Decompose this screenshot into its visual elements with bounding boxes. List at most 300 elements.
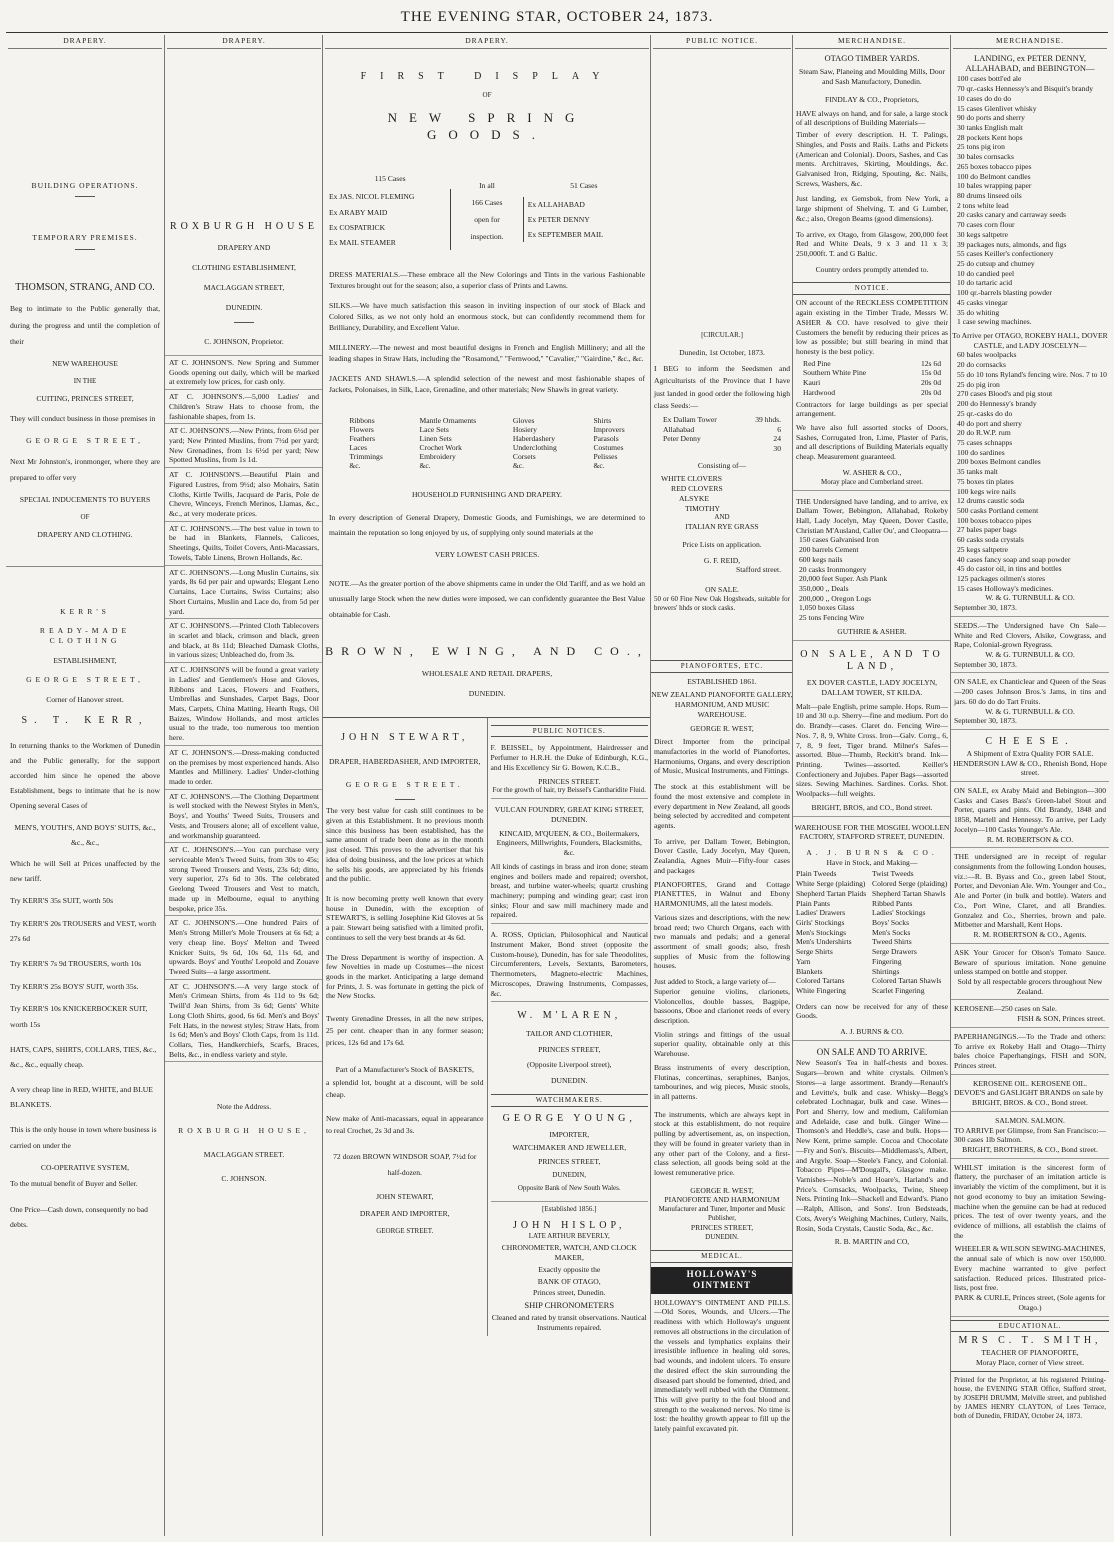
cargo-item: 80 drums linseed oils [957,190,1022,200]
cloth-item: Shirtings [872,966,900,976]
merchant-name: W. & G. TURNBULL & CO. [985,650,1075,660]
body-text: CO-OPERATIVE SYSTEM, [40,1162,130,1172]
body-text: ON account of the RECKLESS COMPETITION again existing in the Timber Trade, Messrs W. ASHER & CO. have resolved to give their Customers the benefit by reducing their prices as low as possible; but still bearing in mind that honesty is the best policy. [796,298,948,356]
goods-item: Ribbons [349,415,375,425]
cloth-item: White Serge (plaiding) [796,879,866,889]
body-text: Direct Importer from the principal manufactories in the world of Pianofortes, Harmoniums, Organs, and every description of Music, Musical Instruments, and Fittings. [654,737,790,776]
johnson-ad: AT C. JOHNSON'S. New Spring and Summer Goods opening out daily, which will be marked at extremely low prices, for cash only. [165,356,323,390]
shop-name: OTAGO TIMBER YARDS. [824,52,920,63]
cargo-item: 100 cases bottl'ed ale [957,74,1022,84]
timber-row [803,368,941,378]
body-text: Twenty Grenadine Dresses, in all the new stripes, 25 per cent. cheaper than in any former season; prices, 12s 6d and 17s 6d. [326,1014,484,1048]
cargo-item: 1 case sewing machines. [957,317,1032,327]
headline: KEROSENE OIL. KEROSENE OIL. [972,1078,1088,1088]
goods-grid-column [513,416,557,471]
body-text: A very cheap line in RED, WHITE, and BLUE BLANKETS. [10,1085,153,1110]
section-title: PIANOFORTES, ETC. [651,660,793,673]
goods-item: 150 cases Galvanised Iron [799,535,879,545]
body-text: Just landing, ex Gemsbok, from New York, a large shipment of Shelving, T. and G Lumber, &c.; also, Oregon Beams (good dimensions). [796,194,948,223]
established: ESTABLISHED 1861. [687,676,757,686]
cloth-item: Fingering [872,956,902,966]
body-text: Consisting of— [697,460,747,470]
body-text: F. BEISSEL, by Appointment, Hairdresser and Perfumer to H.R.H. the Duke of Edinburgh, K.G., and His Excellency Sir G. Bowen, K.C.B., [490,743,648,772]
body-text: This is the only house in town where business is carried on under the [10,1125,157,1150]
seed-type: AND [714,513,730,522]
body-text: DRAPERY AND CLOTHING. [37,529,133,539]
goods-descriptions [323,250,651,396]
case-count: In all [479,181,495,191]
shop-name: JOHN STEWART, [341,731,469,743]
cloth-item: Men's Socks [872,927,911,937]
body-text: VERY LOWEST CASH PRICES. [434,550,540,560]
johnson-ad: AT C. JOHNSON'S.—You can purchase very serviceable Men's Tweed Suits, from 30s to 45s; strong Tweed Trousers and Vests, 23s 6d; ditto, very superior, 27s 6d to 30s. The celebrated Geelong Tweed Trousers and Vest to match, made up in Melbourne, equal to anything bespoke, price 35s. [165,843,323,916]
johnson-ad: AT C. JOHNSON'S will be found a great variety in Ladies' and Gentlemen's Hose and Gloves, Ribbons and Laces, Flowers and Feathers, Umbrellas and Sunshades, Carpet Bags, Door Mats, Carpets, China Matting, Hearth Rugs, Oil Baizes, Window Hollands, and most articles usual to the trade, too numerous too mention here. [165,663,323,746]
cargo-item: 10 do tartaric acid [957,278,1013,288]
goods-description: DRESS MATERIALS.—These embrace all the New Colorings and Tints in the various Fashionable Textures brought out for the season; also, a superior class of Prints and Lawns. [329,270,645,290]
body-text: Violin strings and fittings of the usual superior quality, obtainable only at this Warehouse. [654,1029,790,1059]
date-line: September 30, 1873. [951,716,1109,730]
timber-price: 12s 6d [920,358,941,368]
body-text: ON SALE, ex Chanticlear and Queen of the Seas—200 cases Johnson Bros.'s Jams, in tins and jars. 60 do do do Tart Fruits. [954,677,1106,706]
teacher-title: TEACHER OF PIANOFORTE, [981,1348,1079,1358]
shop-subtitle: CLOTHING ESTABLISHMENT, [192,263,296,273]
timber-price: 15s 0d [920,368,941,378]
cargo-item: 125 packages oilmen's stores [957,574,1046,583]
body-text: SPECIAL INDUCEMENTS TO BUYERS [19,495,151,505]
address: MACLAGGAN STREET, [203,282,285,292]
ship-name: Ex JAS. NICOL FLEMING [329,192,415,202]
cargo-item: 200 do Hennessy's brandy [957,399,1037,409]
shop-name: GEORGE YOUNG, [502,1112,636,1124]
address: BANK OF OTAGO, [537,1276,601,1286]
body-text: 72 dozen BROWN WINDSOR SOAP, 7½d for half-dozen. [333,1152,477,1177]
body-text: THE undersigned are in receipt of regular consignments from the following London houses, viz.:—R. B. Byass and Co., green label Stout, Porter, and Devonian Ale. Wm. Younger and Co., Ale and Porter (in bulk and bottle). Waters and Co., Port Wine, Claret, and all Brandies. Gonzalez and Co., Sherries, brown and pale. Mitbetter and Marshall, Kent Hops. [954,852,1106,930]
cargo-item: 55 cases Keiller's confectionery [957,249,1054,259]
goods-item: 200,000 ,, Oregon Logs [799,593,872,603]
body-text: OF [80,512,90,521]
seed-type: ALSYKE [679,493,709,503]
goods-grid [331,416,643,471]
goods-item: Crochet Work [419,443,462,453]
johnson-ads [165,355,323,1062]
cloth-item: Men's Undershirts [796,937,852,947]
merchant-name: R. M. ROBERTSON & CO. [951,835,1109,849]
cargo-item: 90 do ports and sherry [957,113,1025,123]
shop-name: READY-MADE CLOTHING [39,626,131,645]
goods-item: Improvers [593,424,625,434]
body-text: THE Undersigned have landing, and to arrive, ex Dallam Tower, Bebington, Allahabad, Rokeby Hall, Lady Jocelyn, May Queen, Dover Castle, Christian M'Ausland, Caller Ou', and Cleopatra— [796,496,948,535]
body-text: Beg to intimate to the Public generally that, during the progress and until the completion of their [10,303,160,347]
column-3 [322,35,651,1536]
shop-subtitle: LATE ARTHUR BEVERLY, [528,1232,610,1241]
cargo-item: 75 boxes tin plates [957,476,1014,486]
case-count: 51 Cases [570,181,598,191]
seed-type: ITALIAN RYE GRASS [685,522,759,532]
goods-description: JACKETS AND SHAWLS.—A splendid selection of the newest and most fashionable shapes of Jackets, Polonaises, in Silk, Lace, Grenadine, and other materials; New Shawls in great variety. [329,374,645,395]
body-text: HAVE always on hand, and for sale, a large stock of all descriptions of Building Materials— [796,108,948,128]
body-text: Exactly opposite the [538,1264,601,1274]
goods-item: Costumes [593,443,624,453]
cargo-item: 10 bales wrapping paper [957,181,1032,191]
cargo-item: 55 do 10 tons Ryland's fencing wire. Nos. 7 to 10 [957,369,1107,379]
address: DUNEDIN. [551,1076,588,1086]
date-line: September 30, 1873. [951,603,1109,617]
display-title: OF [482,91,492,100]
teacher-name: MRS C. T. SMITH, [958,1335,1102,1347]
shop-name: NEW ZEALAND PIANOFORTE GALLERY, HARMONIUM, AND MUSIC WAREHOUSE. [651,690,793,719]
cloth-item: Men's Stockings [796,927,847,937]
section-title: EDUCATIONAL. [951,1320,1109,1333]
merchant-name: GUTHRIE & ASHER. [793,627,951,641]
goods-item: Mantle Ornaments [419,415,477,425]
cargo-item: 75 cases schnapps [957,437,1013,447]
column-1 [6,35,164,1536]
body-text: One Price—Cash down, consequently no bad debts. [10,1205,148,1230]
cargo-item: 20 do cornsacks [957,360,1006,370]
merchant-name: BRIGHT, BROS. & CO., Bond street. [951,1098,1109,1112]
timber-type: Hardwood [803,387,836,397]
imprint: Printed for the Proprietor, at his registered Printing-house, the EVENING STAR Office, Stafford street, by JOSEPH DRUMM, Melville street, and published by JAMES HENRY CLAYTON, of Lees Terrace, both of Dunedin, FRIDAY, October 24, 1873. [954,1375,1106,1420]
body-text: GEORGE STREET, [26,436,144,446]
goods-item: Corsets [512,452,536,462]
column-5 [792,35,951,1536]
seed-qty: 30 [773,443,781,453]
timber-price: 20s 0d [920,378,941,388]
cargo-item: 12 drums caustic soda [957,496,1025,506]
address: DUNEDIN. [705,1232,739,1241]
shop-name: ESTABLISHMENT, [53,655,117,665]
cloth-list-left [796,869,872,995]
cargo-item: 25 tons pig iron [957,142,1005,152]
body-text: ASK Your Grocer for Olson's Tomato Sauce. Beware of spurious imitation. None genuine unless stamped on bottle and stopper. [954,947,1106,977]
ship-name: Ex SEPTEMBER MAIL [527,230,604,240]
merchant-name: A. J. BURNS & CO. [793,1027,951,1041]
address: PRINCES STREET, [538,1157,601,1167]
cargo-item: 500 casks Portland cement [957,505,1039,515]
column-6 [950,35,1109,1536]
goods-item: Flowers [349,424,374,434]
headline: CHEESE. [985,736,1075,748]
body-text: In every description of General Drapery, Domestic Goods, and Furnishings, we are determined to maintain the reputation so long enjoyed by us, of supplying only sound materials at the [329,513,645,538]
seed-ship: Peter Denny [663,434,701,444]
body-text: HOLLOWAY'S OINTMENT AND PILLS.—Old Sores, Wounds, and Ulcers.—The readiness with which Holloway's unguent removes all obstructions in the circulation of the vessels and lymphatics explains their irresistible influence in healing old sores, bad wounds, and indolent ulcers. To ensure the desired effect the skin surrounding the diseased part should be fomented, dried, and immediately well rubbed with the Ointment. This will give purity to the foul blood and strength to the weakened nerves. No time is lost: the healthy growth appear to fill up the lately painful excavated pit. [654,1297,790,1434]
body-text: WHILST imitation is the sincerest form of flattery, the purchaser of an imitation article is invariably the victim of the compliment, but it is not good economy to buy an imitation Sewing-machine when the genuine can be had at reduced prices. The test of over twenty years, and the evidence of millions, all establish the claims of the [954,1162,1106,1240]
address: GEORGE STREET. [345,779,464,789]
shop-subtitle: Manufacturer and Tuner, Importer and Music Publisher, [658,1205,786,1223]
address: DUNEDIN, [552,1170,587,1179]
merchant-name: R. B. MARTIN and CO, [834,1237,910,1247]
goods-item: Pelisses [593,452,618,462]
shop-name: JOHN STEWART, [376,1191,434,1201]
john-stewart-ad [323,718,487,1337]
body-text: Cleaned and rated by transit observations. Nautical Instruments repaired. [491,1312,647,1332]
cargo-item: 30 tanks English malt [957,122,1024,132]
johnson-ad: AT C. JOHNSON'S.—A very large stock of Men's Crimean Shirts, from 4s 11d to 9s 6d; Twill'd Jean Shirts, from 3s 6d; Gents' White Long Cloth Shirts, good, 6s 6d. Men's and Boys' Felt Hats, in the newest styles; Straw Hats, from 1s 6d; Men's and Boys' Cloth Caps, from 1s 11d. Collars, Ties, Handkerchiefs, Scarfs, Braces, Belts, &c., in endless variety and style. [165,980,323,1063]
cargo-item: 2 tons white lead [957,200,1009,210]
proprietor: S. T. KERR, [21,714,149,726]
seed-ship: Ex Dallam Tower [663,414,717,424]
body-text: Various sizes and descriptions, with the new broad reed; two Church Organs, each with two manuals and pedals; and a general assortment of small goods; also, fresh supplies of Music from the following houses. [654,912,790,971]
johnson-ad: AT C. JOHNSON'S.—Long Muslin Curtains, six yards, 8s 6d per pair and upwards; Elegant Leno Curtains, Lace Curtains, Swiss Curtains; also Short Curtains, Muslin and Lace do, from 5d per yard. [165,566,323,620]
shop-subtitle: WATCHMAKER AND JEWELLER, [512,1143,627,1153]
seed-qty: 6 [777,424,781,434]
body-text: New make of Anti-macassars, equal in appearance to real Crochet, 2s 3d and 3s. [326,1114,484,1136]
date-line: Dunedin, 1st October, 1873. [679,347,765,357]
body-text: Part of a Manufacturer's Stock of BASKETS, [335,1064,474,1074]
headline: To Arrive per OTAGO, ROKEBY HALL, DOVER CASTLE, and LADY JOSCELYN— [952,331,1108,350]
body-text: In returning thanks to the Workmen of Dunedin and the Public generally, for the support accorded him since he opened the above Establishment, begs to intimate that he is now Opening several Cases of [10,740,160,811]
headline: ON SALE, AND TO LAND, [800,648,944,673]
goods-grid-column [419,416,476,471]
goods-grid-column [593,416,624,471]
firm-name: THOMSON, STRANG, AND CO. [15,282,155,294]
cargo-item: 60 bales woolpacks [957,350,1017,360]
cargo-item: 25 kegs saltpetre [957,544,1009,554]
body-text: Malt—pale English, prime sample. Hops. Rum—10 and 30 o.p. Sherry—fine and medium. Port do do. Brandy—cases. Claret do. Fencing Wire—Nos. 7, 8, 9, White Cross. Iron—Galv. Corrg., 6, 7, 8, 9 feet, Tiger brand. Milner's Safes—assorted. Blue—Thumb, Reckitt's brand. Ink—Printing. Twines—assorted. Keiller's Confectionery and Jujubes. Paper Bags—assorted sizes. Sewing Machines. Sardines. Corks. Shot. Woolpacks—full weights. [796,701,948,799]
cloth-item: Ladies' Stockings [872,908,926,918]
goods-item: &c. [419,461,431,471]
cargo-item: 30 bales cornsacks [957,152,1014,162]
merchant-name: PARK & CURLE, Princes street, (Sole agents for Otago.) [951,1293,1109,1316]
price-line: Try KERR'S 10s KNICKERBOCKER SUIT, worth 15s [10,1004,148,1029]
firm-name: BROWN, EWING, AND CO., [325,643,649,658]
goods-item: &c. [349,461,361,471]
column-2 [164,35,323,1536]
cloth-item: Plain Tweeds [796,869,837,879]
body-text: IN THE [73,376,97,385]
case-count: inspection. [470,231,504,241]
headline: SALMON. SALMON. [995,1115,1065,1125]
ship-name: Ex COSPATRICK [329,222,386,232]
goods-item: &c. [593,461,605,471]
goods-list [793,535,951,622]
ship-name: Ex PETER DENNY [527,215,590,225]
cloth-item: Tweed Shirts [872,937,912,947]
display-title: FIRST DISPLAY [360,70,614,82]
body-text: Have in Stock, and Making— [826,857,918,867]
johnson-ad: AT C. JOHNSON'S.—Beautiful Plain and Figured Lustres, from 9½d; also Mohairs, Satin Cloths, Kirtle Twills, Jacquard de Paris, Pole de Chevre, Winceys, French Merinos, Llamas, &c., &c., at very moderate prices. [165,468,323,522]
goods-item: 25 tons Fencing Wire [799,613,865,623]
timber-price: 20s 0d [920,387,941,397]
address: Corner of Hanover street. [46,695,124,705]
body-text: PIANOFORTES, Grand and Cottage PIANETTES, in Walnut and Ebony HARMONIUMS, all the latest models. [654,879,790,909]
cargo-item: 265 boxes tobacco pipes [957,161,1032,171]
headline: TEMPORARY PREMISES. [32,233,138,243]
column-header: DRAPERY. [167,35,321,49]
price-line: Try KERR'S 35s SUIT, worth 50s [10,896,114,906]
goods-item: 20 casks Ironmongery [799,564,867,574]
cargo-item: 20 casks canary and carraway seeds [957,210,1067,220]
body-text: The instruments, which are always kept in stock at this establishment, do not require pulling by advertisement, as, on inspection, they will be found in greater variety than in any other part of the Colony, and a first-class selection, all goods being sold at the lowest remunerative price. [654,1109,790,1178]
johnson-ad: AT C. JOHNSON'S.—New Prints, from 6½d per yard; New Printed Muslins, from 7½d per yard; New Grenadines, from 1s 6½d per yard; New Spotted Muslins, from 1s 1d. [165,424,323,468]
johnson-ad: AT C. JOHNSON'S.—5,000 Ladies' and Children's Straw Hats to choose from, the fashionable shapes, from 1s. [165,390,323,424]
merchant-name: FISH & SON, Princes street. [951,1014,1109,1028]
merchant-name: W. ASHER & CO., [842,467,902,477]
goods-item: 350,000 ,, Deals [799,584,849,593]
cargo-item: 39 packages nuts, almonds, and figs [957,239,1067,249]
cargo-item: 45 casks vinegar [957,297,1008,307]
timber-row [803,359,941,369]
body-text: Orders can now be received for any of these Goods. [796,1001,948,1021]
address: (Opposite Liverpool street), [526,1060,612,1070]
established: [Established 1856.] [491,1201,649,1214]
body-text: DEVOE'S and GASLIGHT BRANDS on sale by [954,1088,1104,1098]
date-line: September 30, 1873. [951,660,1109,674]
goods-item: Hosiery [512,424,537,434]
public-notices [487,718,652,1337]
masthead: THE EVENING STAR, OCTOBER 24, 1873. [400,9,714,25]
proprietor: GEORGE R. WEST, [690,723,754,733]
address: PRINCES STREET. [538,776,601,786]
cargo-item: 45 do castor oil, in tins and bottles [957,564,1062,574]
cloth-item: Twist Tweeds [872,869,914,879]
seed-row [663,434,781,444]
section-title: PUBLIC NOTICES. [491,725,649,738]
cargo-list [951,350,1109,593]
goods-item: Underclothing [512,443,557,453]
address: GEORGE STREET. [376,1227,434,1236]
timber-prices [793,357,951,400]
shop-name: KERR'S [60,606,110,616]
body-text: HATS, CAPS, SHIRTS, COLLARS, TIES, &c., &c., &c., equally cheap. [10,1044,157,1069]
goods-item: 600 kegs nails [799,554,843,564]
timber-type: Red Pine [803,358,831,368]
cargo-item: 15 cases Holloway's medicines. [957,583,1054,593]
price-line: Try KERR'S 20s TROUSERS and VEST, worth 27s 6d [10,919,157,944]
merchant-name: W. & G. TURNBULL & CO. [985,593,1075,603]
cloth-item: Ladies' Drawers [796,908,846,918]
cargo-item: 25 qr.-casks do do [957,408,1013,418]
proprietor: C. JOHNSON, Proprietor. [204,337,284,347]
shop-name: ROXBURGH HOUSE, [178,1126,310,1136]
body-text: New Season's Tea in half-chests and boxes. Sugars—brown and white crystals. Oilmen's Stores—a large assortment. Brandy—Renault's and Levitte's, bulk and case. Whisky—Begg's celebrated Lochnagar, bulk and case. Wines—Port and Sherry, low and medium, Californian and Adelaide, case and bulk. Ginger Wine—Thomson's and Heddle's, case and bulk. Hops—New Kent, prime sample. Cocoa and Chocolate—Fry and Son's. Biscuits—Middlemass's, Albert, and Argyle. Soap—Steele's Fancy, and Colonial. Tobacco Pipes—M'Dougall's, Glasgow make. Varnishes—Noble's and Hoare's, Harland's and Price's. Cornsacks, Woolpacks, Twine, Sheep Nets. Printing Ink—Shackell and Edward's. Piano—Ralph, Allison, and Sons'. Iron Bedsteads, Cots, Avery's Weighing Machines, Cutlery, Nails, Rosin, Soda Crystals, Caustic Soda, &c., &c. [796,1058,948,1233]
seed-row [663,444,781,454]
shop-subtitle: CHRONOMETER, WATCH, AND CLOCK MAKER, [501,1243,637,1263]
cloth-item: White Fingering [796,986,846,996]
body-text: ON SALE, ex Araby Maid and Bebington—300 Casks and Cases Bass's Green-label Stout and Porter, quarts and pints. Old Brandy, 1848 and 1858, Martell and Hennessy. To arrive, per Lady Jocelyn—100 Casks Younger's Ale. [954,786,1106,834]
column-header: MERCHANDISE. [795,35,949,49]
body-text: The Dress Department is worthy of inspection. A few Novelties in made up Costumes—the nicest goods in the market. Anticipating a large demand for Prints, J. S. was fortunate in getting the pick of the New Stocks. [326,952,484,1001]
address: Stafford street. [736,565,781,575]
body-text: CUITING, PRINCES STREET, [36,393,134,403]
body-text: For the growth of hair, try Beissel's Cantharidite Fluid. [491,786,649,799]
shop-name: JOHN HISLOP, [513,1219,626,1231]
body-text: All kinds of castings in brass and iron done; steam engines and boilers made and repaired; overshot, breast, and turbine water-wheels; quartz crushing machinery; pumping and winding gear; cast iron sinks; Flour and saw mill machinery made and repaired. [491,862,649,924]
goods-item: 1,050 boxes Glass [799,603,855,613]
shop-subtitle: TAILOR AND CLOTHIER, [525,1029,613,1039]
address: PRINCES STREET, [690,1223,754,1233]
cargo-item: 25 do cutsup and chutney [957,259,1035,268]
body-text: PAPERHANGINGS.—To the Trade and others: To arrive ex Rokeby Hall and Otago—Thirty bales choice Paperhangings, FISH and SON, Princes street. [951,1032,1109,1075]
cloth-item: Colored Tartans [796,976,845,986]
cargo-item: 27 bales paper bags [957,525,1017,535]
proprietor: FINDLAY & CO., Proprietors, [825,94,919,104]
ship-list: EX DOVER CASTLE, LADY JOCELYN, DALLAM TOWER, ST KILDA. [806,678,938,697]
note: Note the Address. [216,1102,272,1112]
cloth-item: Serge Shirts [796,947,833,957]
ship-name: Ex ARABY MAID [329,207,388,217]
shop-name: ROXBURGH HOUSE [170,220,318,232]
body-text: Price Lists on application. [682,539,762,549]
shop-subtitle: IMPORTER, [549,1129,590,1139]
ship-name: Ex MAIL STEAMER [329,237,396,247]
johnson-ad: AT C. JOHNSON'S.—Dress-making conducted on the premises by most experienced hands. Also Mantles and Millinery. Ladies' Under-clothing made to order. [165,746,323,790]
price-line: Try KERR'S 7s 9d TROUSERS, worth 10s [10,959,142,969]
body-text: To arrive, per Dallam Tower, Bebington, Dover Castle, Lady Jocelyn, May Queen, Zealandia, Agnes Muir—Fifty-four cases and packages [654,836,790,875]
shop-subtitle: DRAPER, HABERDASHER, AND IMPORTER, [329,757,481,767]
cloth-item: Serge Drawers [872,947,917,957]
seed-ship: Allahabad [663,424,695,434]
body-text: They will conduct business in those premises in [10,414,156,424]
cargo-item: 20 do R.W.P. rum [957,428,1011,438]
ship-list [523,197,645,243]
cargo-item: 40 cases fancy soap and soap powder [957,554,1071,564]
cargo-item: 40 do port and sherry [957,418,1022,428]
seed-row [663,415,781,425]
body-text: Timber of every description. H. T. Palings, Shingles, and Posts and Rails. Laths and Pickets (American and Colonial). Doors, Sashes, and Cas ments. Architraves, Skirting, Mouldings, &c. Galvanised Iron, Ridging, Spouting, &c. Nails, Screws, Washers, &c. [796,130,948,188]
body-text: Just added to Stock, a large variety of— [654,977,776,987]
seed-type: WHITE CLOVERS [661,474,722,484]
cloth-item: Boys' Socks [872,918,910,927]
section-title: ON SALE. [705,585,739,595]
body-text: Country orders promptly attended to. [815,264,929,274]
cloth-item: Girls' Stockings [796,918,845,927]
address: DUNEDIN. [225,302,263,312]
merchant-name: HENDERSON LAW & CO., Rhenish Bond, Hope street. [951,759,1109,782]
goods-item: Lace Sets [419,424,449,434]
cloth-item: Blankets [796,966,823,976]
merchant-name: BRIGHT, BROTHERS, & CO., Bond street. [951,1145,1109,1159]
johnson-ad: AT C. JOHNSON'S.—The Clothing Department is well stocked with the Newest Styles in Men's, Boys', and Youths' Tweed Suits, Trousers and Vests, and Trousers alone; all of excellent value, and workmanship guaranteed. [165,790,323,844]
seed-type: TIMOTHY [685,503,721,513]
proprietor: GEORGE R. WEST, [690,1185,754,1195]
goods-grid-column [349,416,382,471]
address: Moray place and Cumberland street. [793,478,951,491]
body-text: A. ROSS, Optician, Philosophical and Nautical Instrument Maker, Bond street (opposite the Custom-house), Dunedin, has for sale Theodolites, Circumferenters, Levels, Sextants, Barometers, Thermometers, Magneto-electric Machines, Microscopes, Drawing Instruments, Compasses, &c. [491,930,649,1002]
cargo-item: 35 do whiting [957,307,1000,317]
body-text: Which he will Sell at Prices unaffected by the new tariff. [10,858,160,884]
shop-name: W. M'LAREN, [517,1010,622,1022]
timber-row [803,378,941,388]
price-line: Try KERR'S 25s BOYS' SUIT, worth 35s. [10,981,139,991]
body-text: To arrive, ex Otago, from Glasgow, 200,000 feet Red and White Deals, 9 x 3 and 11 x 3; 250,000ft. T. and G Baltic. [796,229,948,258]
cargo-item: 100 do sardines [957,447,1005,457]
cargo-item: 100 boxes tobacco pipes [957,515,1032,525]
shop-subtitle: DRAPER AND IMPORTER, [359,1209,450,1219]
goods-item: Trimmings [349,452,383,462]
address: Opposite Bank of New South Wales. [517,1183,621,1192]
timber-row [803,388,941,398]
headline: LANDING, ex PETER DENNY, ALLAHABAD, and BEBINGTON— [965,52,1095,74]
merchant-name: A. J. BURNS & CO. [806,847,938,857]
body-text: NEW WAREHOUSE [52,358,118,368]
merchant-name: R. M. ROBERTSON & CO., Agents. [951,930,1109,944]
cloth-item: Ribbed Pants [872,898,913,908]
headline: WHEELER & WILSON SEWING-MACHINES, [954,1244,1106,1254]
seed-type: RED CLOVERS [671,484,723,494]
column-header: DRAPERY. [8,35,162,49]
headline: WAREHOUSE FOR THE MOSGIEL WOOLLEN FACTORY, STAFFORD STREET, DUNEDIN. [794,822,950,842]
cloth-item: Plain Pants [796,898,830,908]
goods-item: Parasols [593,433,619,443]
column-header: DRAPERY. [325,35,649,49]
cargo-item: 15 cases Glenlivet whisky [957,103,1037,113]
timber-type: Kauri [803,378,821,388]
cargo-item: 60 casks soda crystals [957,535,1024,545]
body-text: Sold by all respectable grocers throughout New Zealand. [951,977,1109,1000]
body-text: NOTE.—As the greater portion of the above shipments came in under the Old Tariff, and as we hold an unusually large Stock when the new duties were imposed, we can confidently guarantee the Best Value obtainable for Cash. [329,579,645,619]
cargo-item: 10 cases do do do [957,93,1011,103]
